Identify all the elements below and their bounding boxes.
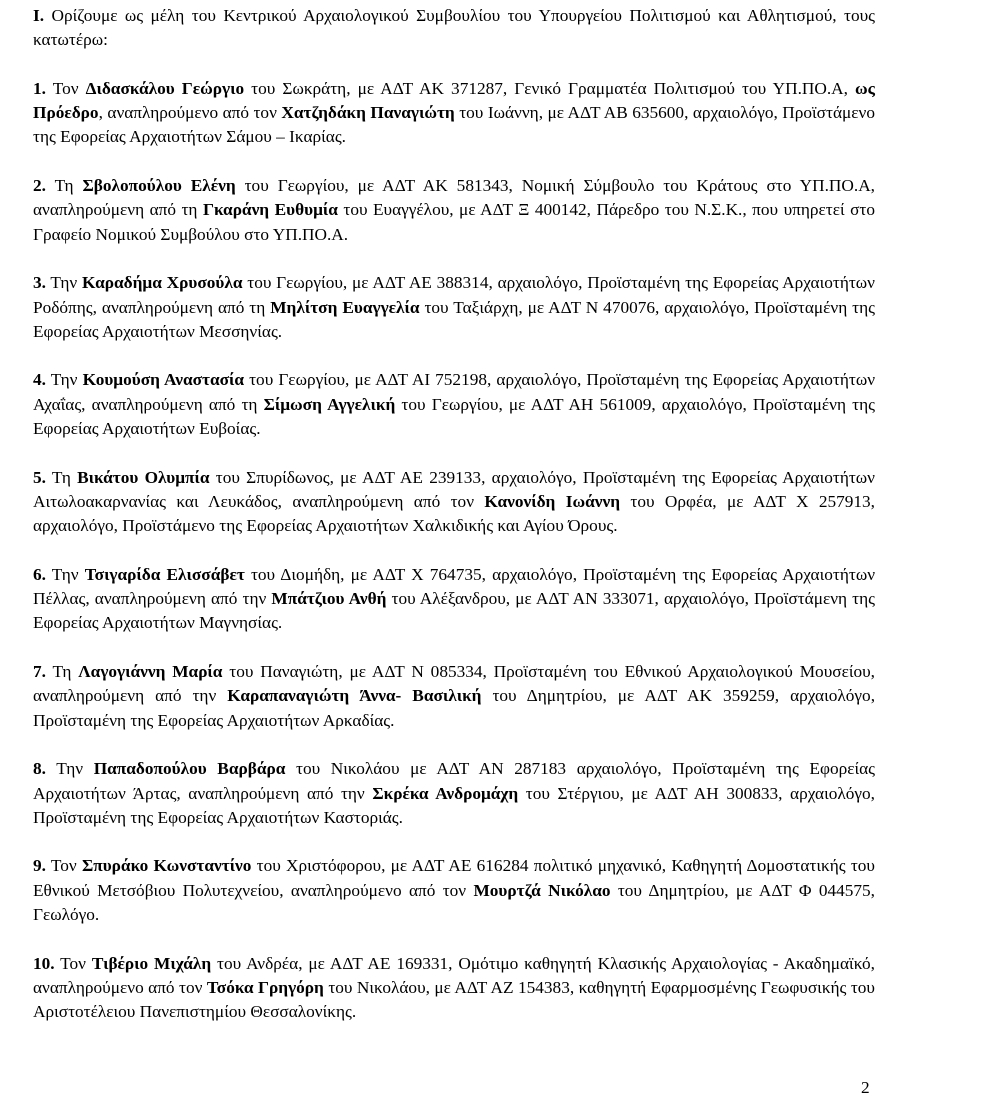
- member-paragraph: [33, 660, 875, 733]
- member-paragraph: [33, 271, 875, 344]
- member-number: 5.: [33, 467, 46, 487]
- member-text: Τον: [54, 953, 92, 973]
- member-bold-text: Σίμωση Αγγελική: [263, 394, 396, 414]
- document-page: [33, 4, 875, 1049]
- member-text: του Γεωργίου, με ΑΔΤ ΑΕ 388314, αρχαιολόγο, Προϊσταμένη της Εφορείας Αρχαιοτήτων Ροδόπης, αναπληρούμενη από τη: [33, 273, 875, 317]
- page-number: 2: [861, 1078, 870, 1097]
- section-heading-label: Ι.: [33, 6, 45, 25]
- member-text: του Σωκράτη, με ΑΔΤ ΑΚ 371287, Γενικό Γραμματέα Πολιτισμού του ΥΠ.ΠΟ.Α,: [244, 78, 856, 98]
- member-bold-text: Τσιγαρίδα Ελισσάβετ: [84, 564, 245, 584]
- member-text: Τη: [45, 467, 78, 487]
- member-number: 3.: [33, 273, 46, 293]
- member-text: του Νικολάου, με ΑΔΤ ΑΖ 154383, καθηγητή Εφαρμοσμένης Γεωφυσικής του Αριστοτέλειου Πανεπιστημίου Θεσσαλονίκης.: [33, 977, 875, 1022]
- member-text: Την: [45, 564, 85, 584]
- member-text: , αναπληρούμενο από τον: [98, 103, 282, 123]
- member-text: του Ιωάννη, με ΑΔΤ ΑΒ 635600, αρχαιολόγο, Προϊστάμενο της Εφορείας Αρχαιοτήτων Σάμου – Ικαρίας.: [33, 103, 875, 147]
- member-paragraph: [33, 757, 875, 830]
- member-text: του Παναγιώτη, με ΑΔΤ Ν 085334, Προϊσταμένη του Εθνικού Αρχαιολογικού Μουσείου, αναπληρούμενη από την: [33, 662, 875, 706]
- member-paragraph: [33, 563, 875, 636]
- member-paragraph: [33, 77, 875, 150]
- member-bold-text: Μπάτζιου Ανθή: [271, 589, 387, 609]
- member-bold-text: Τσόκα Γρηγόρη: [206, 977, 324, 997]
- member-bold-text: Καραπαναγιώτη Άννα- Βασιλική: [227, 686, 482, 706]
- member-number: 9.: [33, 856, 46, 876]
- member-text: Την: [45, 759, 94, 779]
- member-text: του Δημητρίου, με ΑΔΤ Φ 044575, Γεωλόγο.: [33, 880, 875, 924]
- member-bold-text: Διδασκάλου Γεώργιο: [85, 78, 245, 98]
- member-bold-text: Γκαράνη Ευθυμία: [202, 200, 338, 220]
- member-text: του Ταξιάρχη, με ΑΔΤ Ν 470076, αρχαιολόγο, Προϊσταμένη της Εφορείας Αρχαιοτήτων Μεσσηνίας.: [33, 297, 876, 341]
- member-text: του Στέργιου, με ΑΔΤ ΑΗ 300833, αρχαιολόγο, Προϊσταμένη της Εφορείας Αρχαιοτήτων Καστοριάς.: [33, 783, 875, 827]
- member-text: Την: [45, 370, 83, 390]
- member-bold-text: Καραδήμα Χρυσούλα: [81, 273, 243, 293]
- member-bold-text: Μηλίτση Ευαγγελία: [270, 297, 420, 317]
- member-number: 4.: [33, 370, 46, 390]
- member-number: 1.: [33, 78, 46, 98]
- member-text: του Αλέξανδρου, με ΑΔΤ ΑΝ 333071, αρχαιολόγο, Προϊστάμενη της Εφορείας Αρχαιοτήτων Μαγνησίας.: [33, 589, 875, 633]
- member-bold-text: Σπυράκο Κωνσταντίνο: [81, 856, 252, 876]
- member-text: του Γεωργίου, με ΑΔΤ ΑΚ 581343, Νομική Σύμβουλο του Κράτους στο ΥΠ.ΠΟ.Α, αναπληρούμενη από τη: [33, 176, 875, 220]
- member-paragraph: [33, 466, 875, 539]
- member-text: του Γεωργίου, με ΑΔΤ ΑΗ 561009, αρχαιολόγο, Προϊσταμένη της Εφορείας Αρχαιοτήτων Ευβοίας.: [33, 394, 875, 439]
- member-paragraph: [33, 854, 875, 927]
- member-paragraph: [33, 368, 875, 441]
- member-text: Την: [45, 273, 82, 293]
- member-bold-text: Λαγογιάννη Μαρία: [78, 662, 223, 682]
- intro-text: Ορίζουμε ως μέλη του Κεντρικού Αρχαιολογικού Συμβουλίου του Υπουργείου Πολιτισμού και Αθλητισμού, τους κατωτέρω:: [33, 6, 875, 50]
- member-bold-text: Παπαδοπούλου Βαρβάρα: [93, 759, 286, 779]
- member-bold-text: Βικάτου Ολυμπία: [77, 467, 210, 487]
- member-bold-text: Σβολοπούλου Ελένη: [82, 176, 236, 196]
- member-bold-text: Σκρέκα Ανδρομάχη: [372, 783, 519, 803]
- member-paragraph: [33, 174, 875, 247]
- members-list: [33, 77, 875, 1025]
- member-text: του Γεωργίου, με ΑΔΤ ΑΙ 752198, αρχαιολόγο, Προϊσταμένη της Εφορείας Αρχαιοτήτων Αχαΐας, αναπληρούμενη από τη: [33, 370, 876, 414]
- member-text: του Ευαγγέλου, με ΑΔΤ Ξ 400142, Πάρεδρο του Ν.Σ.Κ., που υπηρετεί στο Γραφείο Νομικού Συμβούλου στο ΥΠ.ΠΟ.Α.: [33, 200, 875, 244]
- member-text: του Σπυρίδωνος, με ΑΔΤ ΑΕ 239133, αρχαιολόγο, Προϊσταμένη της Εφορείας Αρχαιοτήτων Αιτωλοακαρνανίας και Λευκάδος, αναπληρούμενη από τον: [33, 467, 875, 511]
- member-number: 10.: [33, 953, 55, 973]
- member-text: του Νικολάου με ΑΔΤ ΑΝ 287183 αρχαιολόγο, Προϊσταμένη της Εφορείας Αρχαιοτήτων Άρτας, αναπληρούμενη από την: [33, 759, 876, 803]
- member-text: του Διομήδη, με ΑΔΤ Χ 764735, αρχαιολόγο, Προϊσταμένη της Εφορείας Αρχαιοτήτων Πέλλας, αναπληρούμενη από την: [33, 564, 876, 609]
- member-text: Τον: [45, 78, 86, 98]
- member-bold-text: Τιβέριο Μιχάλη: [91, 953, 212, 973]
- intro-paragraph: [33, 4, 875, 53]
- member-number: 7.: [33, 662, 46, 682]
- member-text: του Χριστόφορου, με ΑΔΤ ΑΕ 616284 πολιτικό μηχανικό, Καθηγητή Δομοστατικής του Εθνικού Μετσόβιου Πολυτεχνείου, αναπληρούμενο από τον: [33, 856, 875, 900]
- member-bold-text: ως Πρόεδρο: [33, 78, 875, 123]
- member-number: 8.: [33, 759, 46, 779]
- member-bold-text: Μουρτζά Νικόλαο: [473, 880, 611, 900]
- member-text: Τη: [45, 662, 79, 682]
- member-text: του Δημητρίου, με ΑΔΤ ΑΚ 359259, αρχαιολόγο, Προϊσταμένη της Εφορείας Αρχαιοτήτων Αρκαδίας.: [33, 686, 876, 730]
- member-bold-text: Χατζηδάκη Παναγιώτη: [281, 103, 455, 123]
- member-text: του Ορφέα, με ΑΔΤ Χ 257913, αρχαιολόγο, Προϊστάμενο της Εφορείας Αρχαιοτήτων Χαλκιδικής και Αγίου Όρους.: [33, 491, 875, 536]
- member-number: 6.: [33, 564, 46, 584]
- member-paragraph: [33, 952, 875, 1025]
- member-number: 2.: [33, 176, 46, 196]
- member-text: Τη: [45, 176, 83, 196]
- member-bold-text: Κανονίδη Ιωάννη: [484, 491, 621, 511]
- member-text: του Ανδρέα, με ΑΔΤ ΑΕ 169331, Ομότιμο καθηγητή Κλασικής Αρχαιολογίας - Ακαδημαϊκό, αναπληρούμενο από τον: [33, 953, 875, 997]
- member-bold-text: Κουμούση Αναστασία: [82, 370, 245, 390]
- member-text: Τον: [45, 856, 82, 876]
